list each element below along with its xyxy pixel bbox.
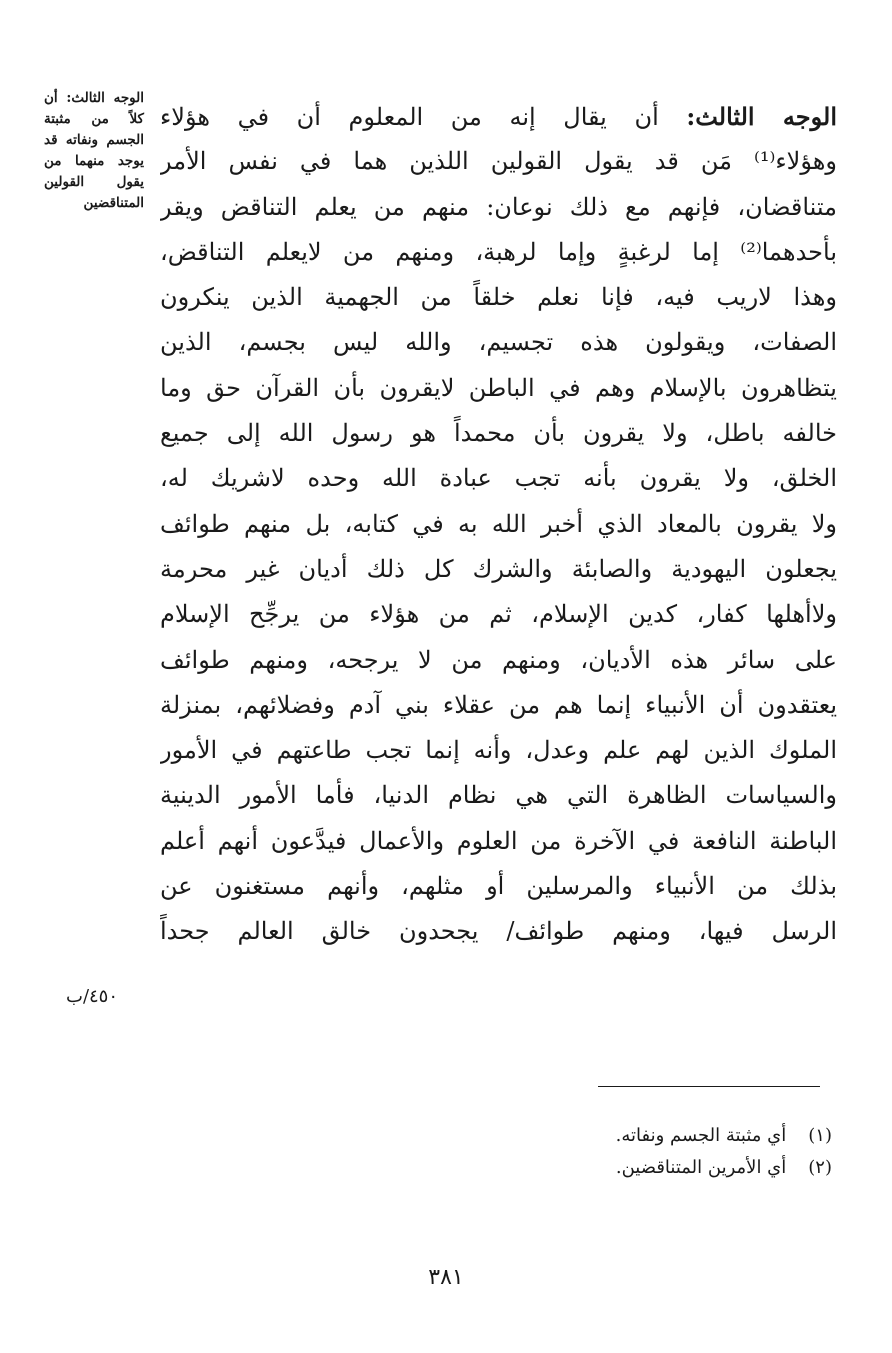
text-line: ولاأهلها كفار، كدين الإسلام، ثم من هؤلاء من يرجِّح الإسلام — [160, 600, 837, 629]
text-line: متناقضان، فإنهم مع ذلك نوعان: منهم من يعلم التناقض ويقر — [160, 192, 837, 221]
footnote-divider — [598, 1086, 820, 1087]
text-line: ولا يقرون بالمعاد الذي أخبر الله به في كتابه، بل منهم طوائف — [160, 509, 837, 538]
footnote-number: (٢) — [808, 1157, 832, 1178]
footnote-number: (١) — [808, 1125, 832, 1146]
footnote-text: أي الأمرين المتناقضين. — [615, 1157, 787, 1178]
manuscript-page-marker: ٤٥٠/ب — [66, 986, 119, 1007]
margin-note: الوجه الثالث: أن كلاً من مثبتة الجسم ونفاته قد يوجد منهما من يقول القولين المتناقضين — [44, 90, 144, 211]
page-number: ٣٨١ — [428, 1265, 464, 1290]
footnotes-list — [400, 1120, 832, 1184]
text-line: بأحدهما⁽²⁾ إما لرغبةٍ وإما لرهبة، ومنهم من لايعلم التناقض، — [160, 237, 837, 266]
text-line: والسياسات الظاهرة التي هي نظام الدنيا، فأما الأمور الدينية — [160, 781, 837, 810]
text-line: الرسل فيها، ومنهم طوائف/ يجحدون خالق العالم جحداً — [160, 917, 837, 946]
text-line: يعتقدون أن الأنبياء إنما هم من عقلاء بني آدم وفضلائهم، بمنزلة — [160, 690, 837, 719]
text-line: الملوك الذين لهم علم وعدل، وأنه إنما تجب طاعتهم في الأمور — [160, 736, 837, 765]
text-line: الصفات، ويقولون هذه تجسيم، والله ليس بجسم، الذين — [160, 328, 837, 357]
text-line: بذلك من الأنبياء والمرسلين أو مثلهم، وأنهم مستغنون عن — [160, 872, 837, 901]
text-line: الوجه الثالث: أن يقال إنه من المعلوم أن في هؤلاء — [160, 102, 837, 131]
footnote-item — [400, 1120, 832, 1152]
text-line: يتظاهرون بالإسلام وهم في الباطن لايقرون بأن القرآن حق وما — [160, 373, 837, 402]
text-line: خالفه باطل، ولا يقرون بأن محمداً هو رسول الله إلى جميع — [160, 419, 837, 448]
text-line: على سائر هذه الأديان، ومنهم من لا يرجحه، ومنهم طوائف — [160, 645, 837, 674]
footnote-item — [400, 1152, 832, 1184]
text-line: الخلق، ولا يقرون بأنه تجب عبادة الله وحده لاشريك له، — [160, 464, 837, 493]
text-line: وهؤلاء⁽¹⁾ مَن قد يقول القولين اللذين هما في نفس الأمر — [160, 147, 837, 176]
text-line: يجعلون اليهودية والصابئة والشرك كل ذلك أديان غير محرمة — [160, 554, 837, 583]
text-line: الباطنة النافعة في الآخرة من العلوم والأعمال فيدَّعون أنهم أعلم — [160, 826, 837, 855]
text-line: وهذا لاريب فيه، فإنا نعلم خلقاً من الجهمية الذين ينكرون — [160, 283, 837, 312]
footnote-text: أي مثبتة الجسم ونفاته. — [615, 1125, 787, 1146]
main-text-body — [160, 94, 837, 955]
section-heading: الوجه الثالث: — [686, 102, 837, 131]
